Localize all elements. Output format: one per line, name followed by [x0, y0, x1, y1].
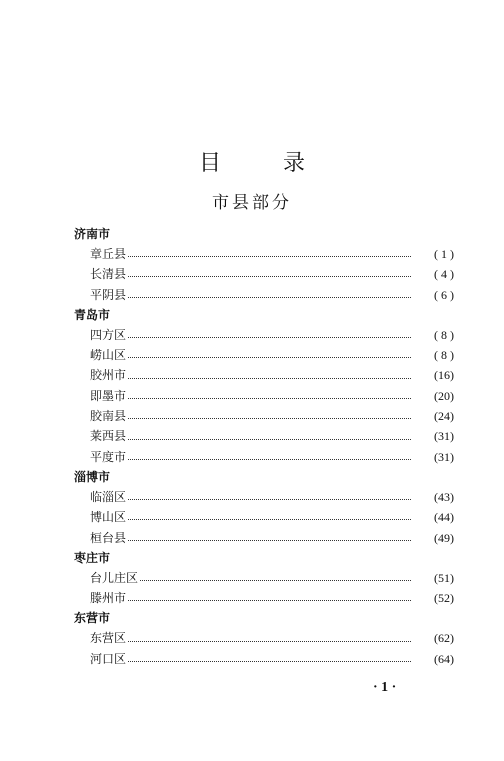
entry-page-number: (44)	[434, 510, 454, 525]
toc-entry[interactable]	[74, 244, 454, 264]
dot-leader	[128, 357, 411, 358]
toc-entry[interactable]	[74, 264, 454, 284]
entry-name: 平阴县	[90, 287, 127, 302]
dot-leader	[128, 418, 411, 419]
entry-name: 崂山区	[90, 348, 127, 363]
toc-entry[interactable]	[74, 426, 454, 446]
toc-entry[interactable]	[74, 588, 454, 608]
entry-name: 滕州市	[90, 591, 127, 606]
dot-leader	[128, 499, 411, 500]
entry-page-number: (62)	[434, 631, 454, 646]
entry-name: 东营区	[90, 631, 127, 646]
entry-name: 桓台县	[90, 530, 127, 545]
dot-leader	[128, 378, 411, 379]
city-heading: 青岛市	[74, 307, 111, 322]
entry-name: 临淄区	[90, 489, 127, 504]
toc-entry[interactable]	[74, 345, 454, 365]
table-of-contents	[74, 224, 454, 669]
dot-leader	[128, 519, 411, 520]
entry-page-number: ( 1 )	[434, 247, 454, 261]
dot-leader	[128, 276, 411, 277]
entry-page-number: (64)	[434, 651, 454, 666]
toc-entry[interactable]	[74, 649, 454, 669]
city-heading: 淄博市	[74, 469, 111, 484]
entry-page-number: ( 8 )	[434, 348, 454, 363]
toc-entry[interactable]	[74, 528, 454, 548]
dot-leader	[128, 600, 411, 601]
entry-page-number: (52)	[434, 591, 454, 606]
entry-page-number: ( 8 )	[434, 327, 454, 342]
toc-entry[interactable]	[74, 365, 454, 385]
toc-entry[interactable]	[74, 325, 454, 345]
entry-page-number: (49)	[434, 530, 454, 545]
dot-leader	[128, 398, 411, 399]
entry-name: 长清县	[90, 267, 127, 282]
title-char-1: 目	[198, 151, 221, 176]
title-char-2: 录	[283, 151, 306, 176]
entry-page-number: (16)	[434, 368, 454, 383]
toc-entry[interactable]	[74, 507, 454, 527]
toc-entry[interactable]	[74, 487, 454, 507]
entry-name: 章丘县	[90, 247, 127, 261]
entry-page-number: (31)	[434, 449, 454, 464]
entry-page-number: (43)	[434, 489, 454, 504]
entry-page-number: (24)	[434, 409, 454, 424]
dot-leader	[128, 661, 411, 662]
toc-entry[interactable]	[74, 568, 454, 588]
toc-entry[interactable]	[74, 285, 454, 305]
dot-leader	[128, 297, 411, 298]
entry-name: 博山区	[90, 510, 127, 525]
entry-name: 四方区	[90, 327, 127, 342]
city-heading: 济南市	[74, 227, 111, 241]
entry-page-number: (20)	[434, 388, 454, 403]
entry-name: 胶南县	[90, 409, 127, 424]
entry-page-number: ( 6 )	[434, 287, 454, 302]
entry-page-number: (31)	[434, 429, 454, 444]
toc-entry[interactable]	[74, 447, 454, 467]
dot-leader	[128, 256, 411, 257]
toc-entry[interactable]	[74, 386, 454, 406]
section-subtitle: 市县部分	[212, 193, 292, 213]
toc-entry[interactable]	[74, 628, 454, 648]
entry-name: 胶州市	[90, 368, 127, 383]
dot-leader	[128, 641, 411, 642]
dot-leader	[140, 580, 411, 581]
dot-leader	[128, 459, 411, 460]
entry-page-number: (51)	[434, 570, 454, 585]
dot-leader	[128, 439, 411, 440]
city-heading: 东营市	[74, 611, 111, 626]
entry-name: 台儿庄区	[90, 570, 139, 585]
entry-name: 莱西县	[90, 429, 127, 444]
entry-name: 河口区	[90, 651, 127, 666]
toc-entry[interactable]	[74, 406, 454, 426]
city-heading: 枣庄市	[74, 550, 111, 565]
page-number: · 1 ·	[373, 680, 397, 695]
dot-leader	[128, 540, 411, 541]
page-title	[0, 146, 504, 177]
entry-page-number: ( 4 )	[434, 267, 454, 282]
dot-leader	[128, 337, 411, 338]
entry-name: 即墨市	[90, 388, 127, 403]
entry-name: 平度市	[90, 449, 127, 464]
